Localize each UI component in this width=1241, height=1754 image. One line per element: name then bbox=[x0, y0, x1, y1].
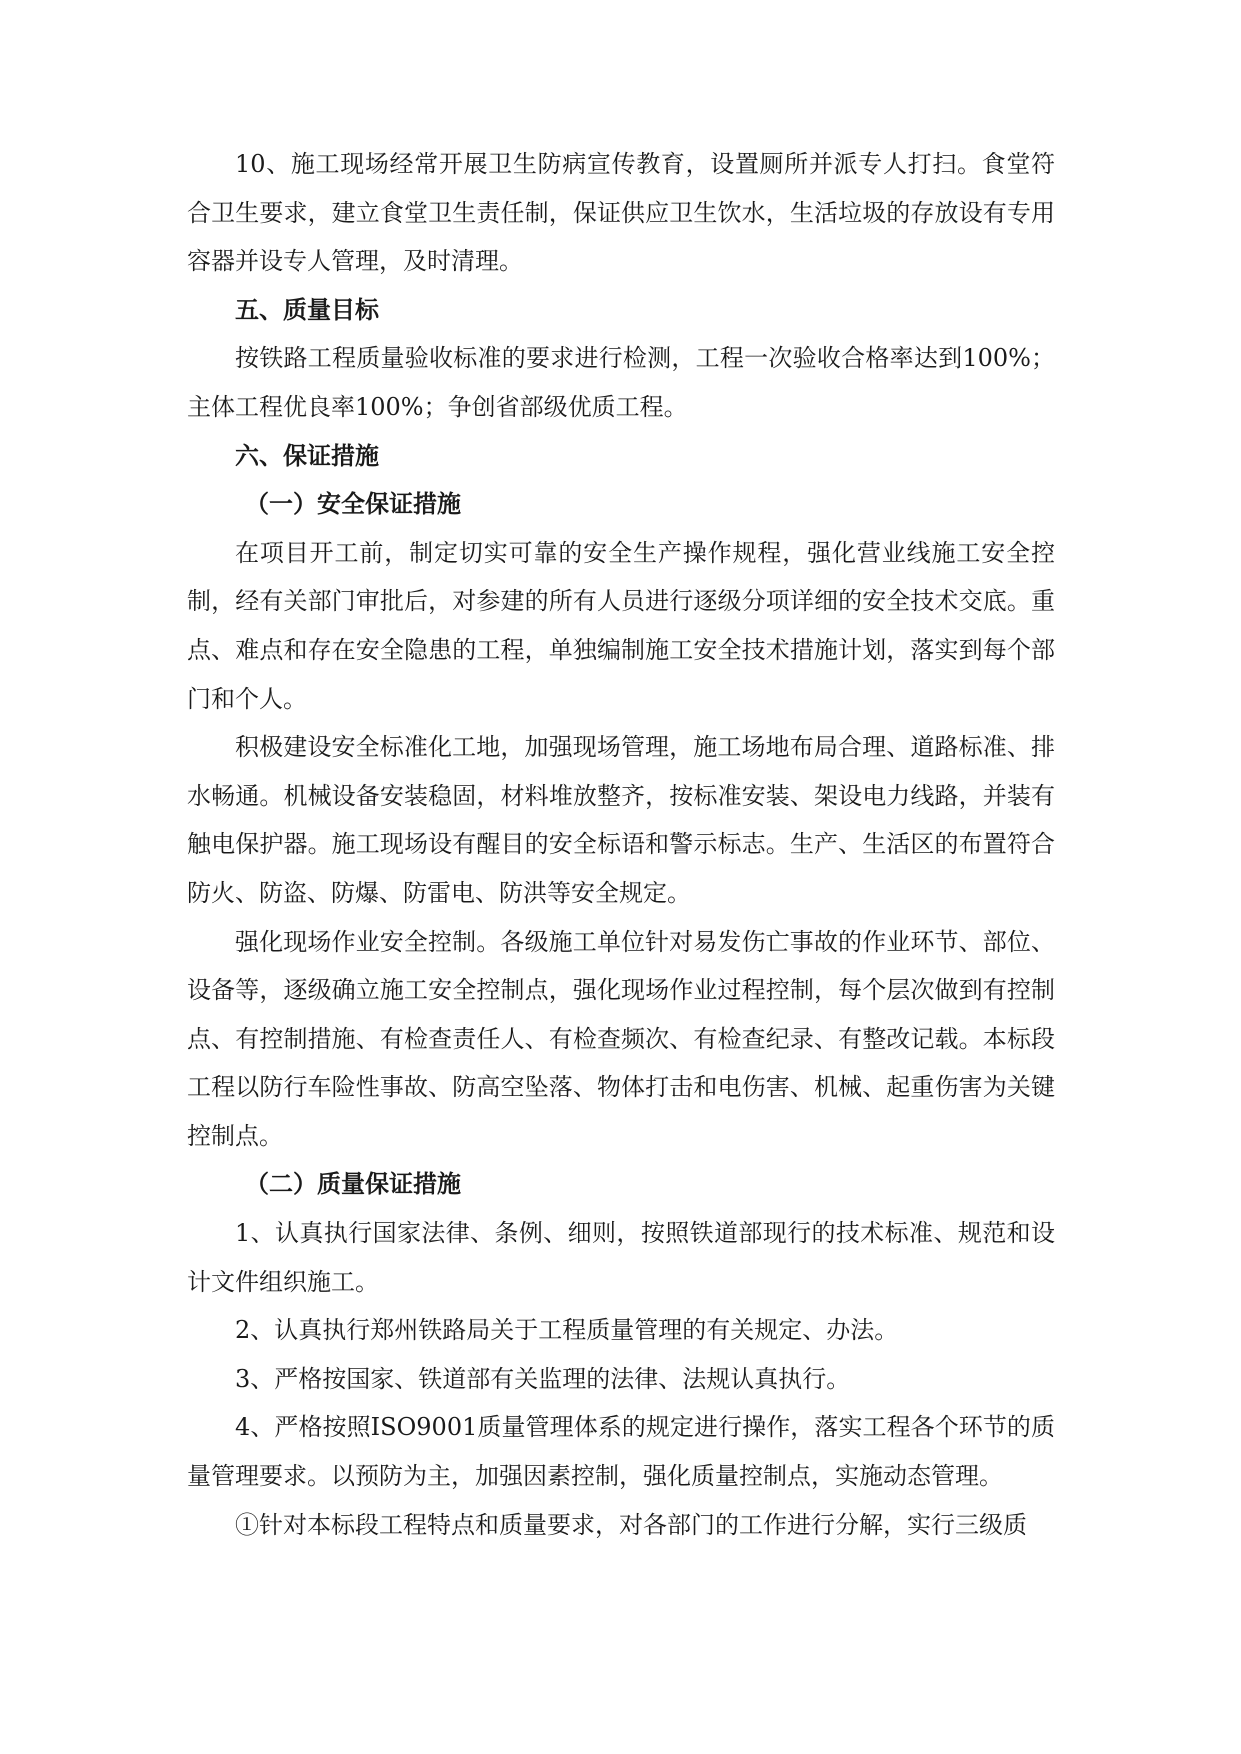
paragraph-quality-item-4-sub1: ①针对本标段工程特点和质量要求，对各部门的工作进行分解，实行三级质 bbox=[235, 1510, 1027, 1539]
paragraph-quality-item-3: 3、严格按国家、铁道部有关监理的法律、法规认真执行。 bbox=[235, 1364, 851, 1393]
paragraph-quality-item-1: 1、认真执行国家法律、条例、细则，按照铁道部现行的技术标准、规范和设计文件组织施工。 bbox=[187, 1219, 1055, 1296]
subheading-quality-measures: （二）质量保证措施 bbox=[245, 1169, 461, 1199]
heading-quality-target: 五、质量目标 bbox=[235, 294, 379, 324]
paragraph-quality-item-2: 2、认真执行郑州铁路局关于工程质量管理的有关规定、办法。 bbox=[235, 1316, 899, 1345]
paragraph-safety-control: 强化现场作业安全控制。各级施工单位针对易发伤亡事故的作业环节、部位、设备等，逐级确立施工安全控制点，强化现场作业过程控制，每个层次做到有控制点、有控制措施、有检查责任人、有检查频次、有检查纪录、有整改记载。本标段工程以防行车险性事故、防高空坠落、物体打击和电伤害、机械、起重伤害为关键控制点。 bbox=[187, 927, 1055, 1150]
paragraph-safety-rules: 在项目开工前，制定切实可靠的安全生产操作规程，强化营业线施工安全控制，经有关部门审批后，对参建的所有人员进行逐级分项详细的安全技术交底。重点、难点和存在安全隐患的工程，单独编制施工安全技术措施计划，落实到每个部门和个人。 bbox=[187, 538, 1055, 713]
paragraph-safety-site: 积极建设安全标准化工地，加强现场管理，施工场地布局合理、道路标准、排水畅通。机械设备安装稳固，材料堆放整齐，按标准安装、架设电力线路，并装有触电保护器。施工现场设有醒目的安全标语和警示标志。生产、生活区的布置符合防火、防盗、防爆、防雷电、防洪等安全规定。 bbox=[187, 733, 1055, 907]
paragraph-sanitation: 10、施工现场经常开展卫生防病宣传教育，设置厕所并派专人打扫。食堂符合卫生要求，建立食堂卫生责任制，保证供应卫生饮水，生活垃圾的存放设有专用容器并设专人管理，及时清理。 bbox=[187, 150, 1055, 276]
document-page bbox=[187, 140, 1055, 1549]
paragraph-quality-target: 按铁路工程质量验收标准的要求进行检测，工程一次验收合格率达到100%；主体工程优良率100%；争创省部级优质工程。 bbox=[187, 344, 1055, 421]
subheading-safety-measures: （一）安全保证措施 bbox=[245, 489, 461, 519]
paragraph-quality-item-4: 4、严格按照ISO9001质量管理体系的规定进行操作，落实工程各个环节的质量管理要求。以预防为主，加强因素控制，强化质量控制点，实施动态管理。 bbox=[187, 1413, 1055, 1491]
heading-guarantee-measures: 六、保证措施 bbox=[235, 440, 379, 470]
